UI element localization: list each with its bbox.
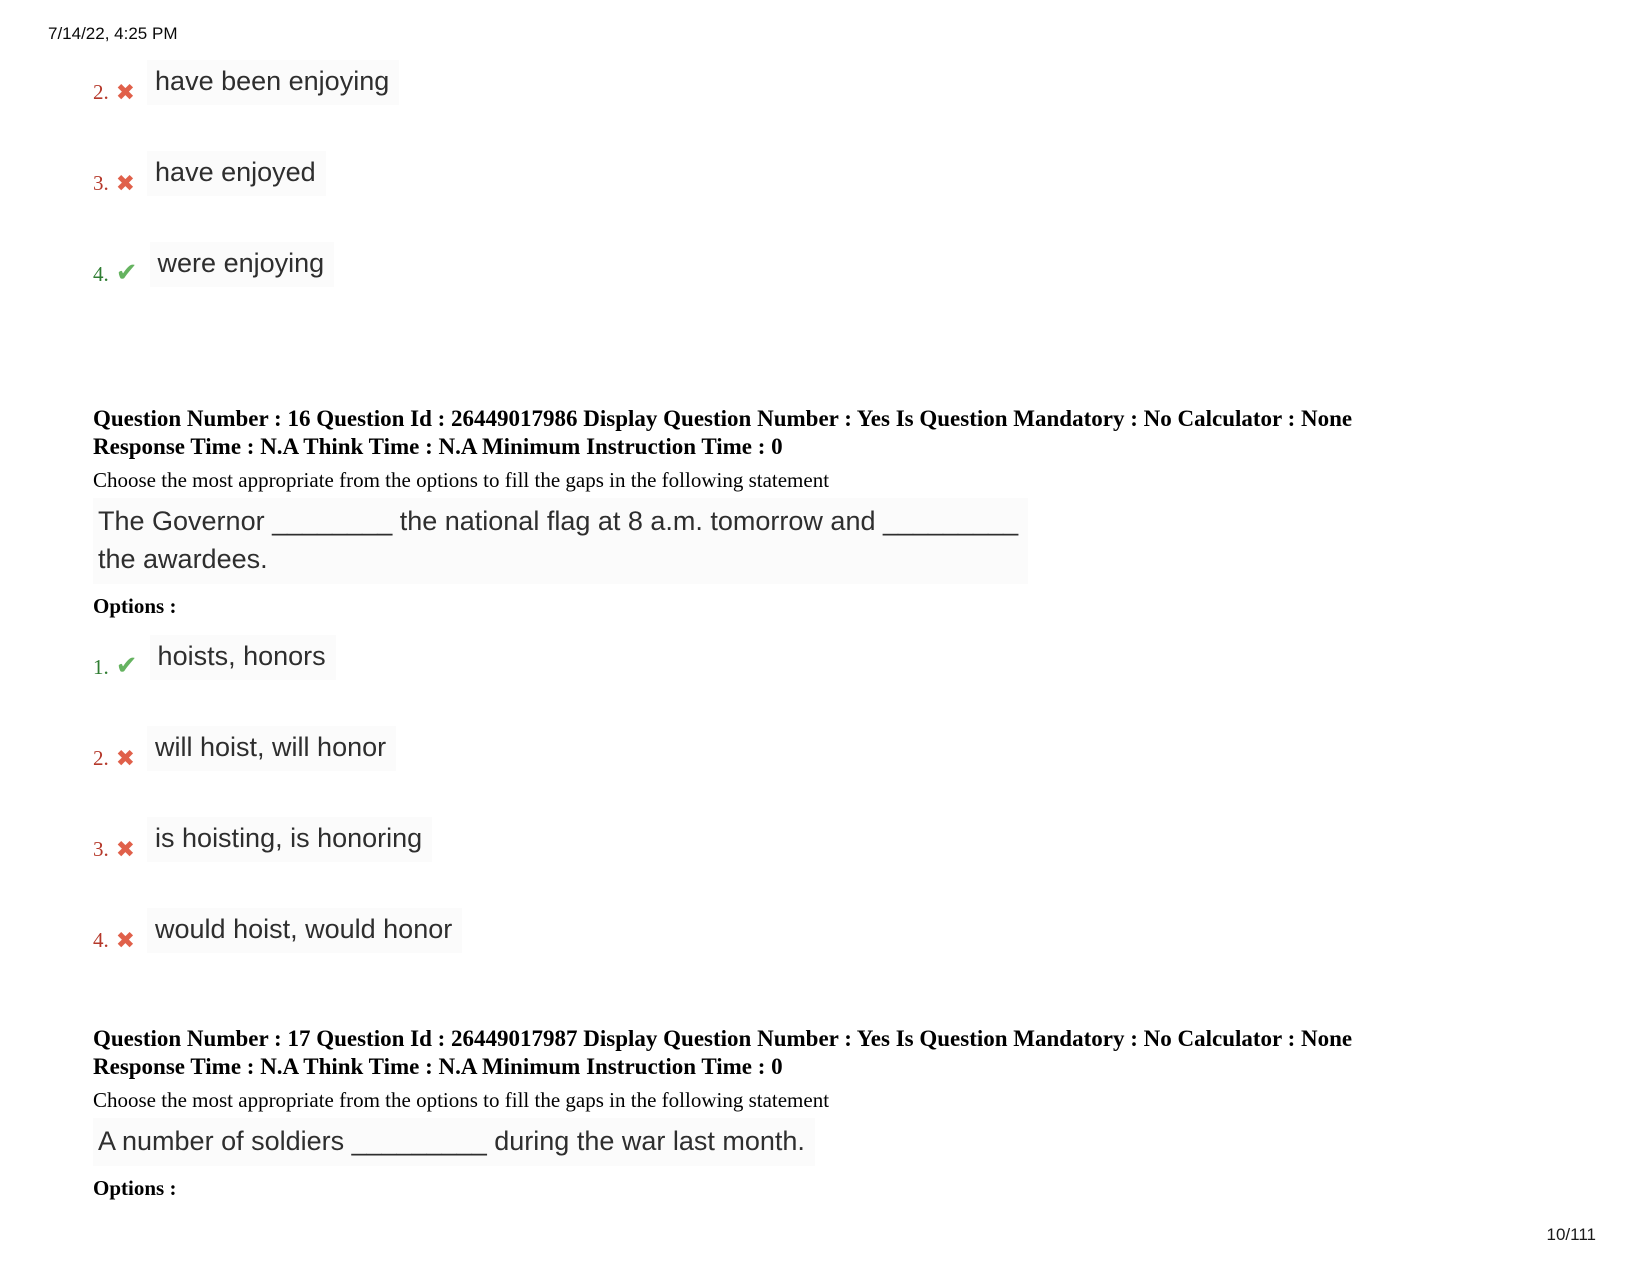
option-number: 4. <box>93 928 109 952</box>
options-label: Options : <box>93 594 177 618</box>
question-block-17 <box>93 1025 1513 1201</box>
statement-line2: the awardees. <box>98 544 268 574</box>
option-text: hoists, honors <box>150 635 336 680</box>
question-instruction: Choose the most appropriate from the options to fill the gaps in the following statement <box>93 1088 830 1112</box>
question-statement-image <box>93 1118 815 1166</box>
question-metadata-line1: Question Number : 16 Question Id : 26449017986 Display Question Number : Yes Is Question Mandatory : No Calculator : None <box>93 406 1353 431</box>
option-text: is hoisting, is honoring <box>147 817 432 862</box>
print-datetime: 7/14/22, 4:25 PM <box>48 24 178 43</box>
option-number: 1. <box>93 655 109 679</box>
option-row <box>93 908 1513 953</box>
statement-line1: A number of soldiers _________ during the war last month. <box>98 1126 805 1156</box>
option-text: would hoist, would honor <box>147 908 462 953</box>
wrong-icon: ✖ <box>115 746 136 771</box>
section-spacer <box>93 999 1513 1025</box>
question-metadata <box>93 405 1513 461</box>
question-instruction: Choose the most appropriate from the options to fill the gaps in the following statement <box>93 468 830 492</box>
options-label: Options : <box>93 1176 177 1200</box>
correct-icon: ✔ <box>115 651 138 680</box>
page-content <box>93 60 1513 1217</box>
wrong-icon: ✖ <box>115 80 136 105</box>
option-row <box>93 242 1513 287</box>
question-metadata-line2: Response Time : N.A Think Time : N.A Minimum Instruction Time : 0 <box>93 1054 783 1079</box>
previous-question-options <box>93 60 1513 287</box>
option-number: 2. <box>93 80 109 104</box>
section-spacer <box>93 333 1513 405</box>
option-text: were enjoying <box>150 242 335 287</box>
option-row <box>93 635 1513 680</box>
question-metadata <box>93 1025 1513 1081</box>
option-number: 3. <box>93 837 109 861</box>
question-block-16 <box>93 405 1513 953</box>
page-number: 10/111 <box>1546 1225 1596 1244</box>
option-row <box>93 151 1513 196</box>
correct-icon: ✔ <box>115 258 138 287</box>
wrong-icon: ✖ <box>115 928 136 953</box>
question-statement-image <box>93 498 1028 584</box>
option-text: have enjoyed <box>147 151 326 196</box>
option-text: have been enjoying <box>147 60 399 105</box>
option-row <box>93 726 1513 771</box>
option-row <box>93 817 1513 862</box>
option-number: 3. <box>93 171 109 195</box>
option-number: 2. <box>93 746 109 770</box>
option-number: 4. <box>93 262 109 286</box>
statement-line1: The Governor ________ the national flag at 8 a.m. tomorrow and _________ <box>98 506 1019 536</box>
wrong-icon: ✖ <box>115 171 136 196</box>
wrong-icon: ✖ <box>115 837 136 862</box>
question-metadata-line2: Response Time : N.A Think Time : N.A Minimum Instruction Time : 0 <box>93 434 783 459</box>
question-metadata-line1: Question Number : 17 Question Id : 26449017987 Display Question Number : Yes Is Question Mandatory : No Calculator : None <box>93 1026 1353 1051</box>
option-row <box>93 60 1513 105</box>
option-text: will hoist, will honor <box>147 726 396 771</box>
